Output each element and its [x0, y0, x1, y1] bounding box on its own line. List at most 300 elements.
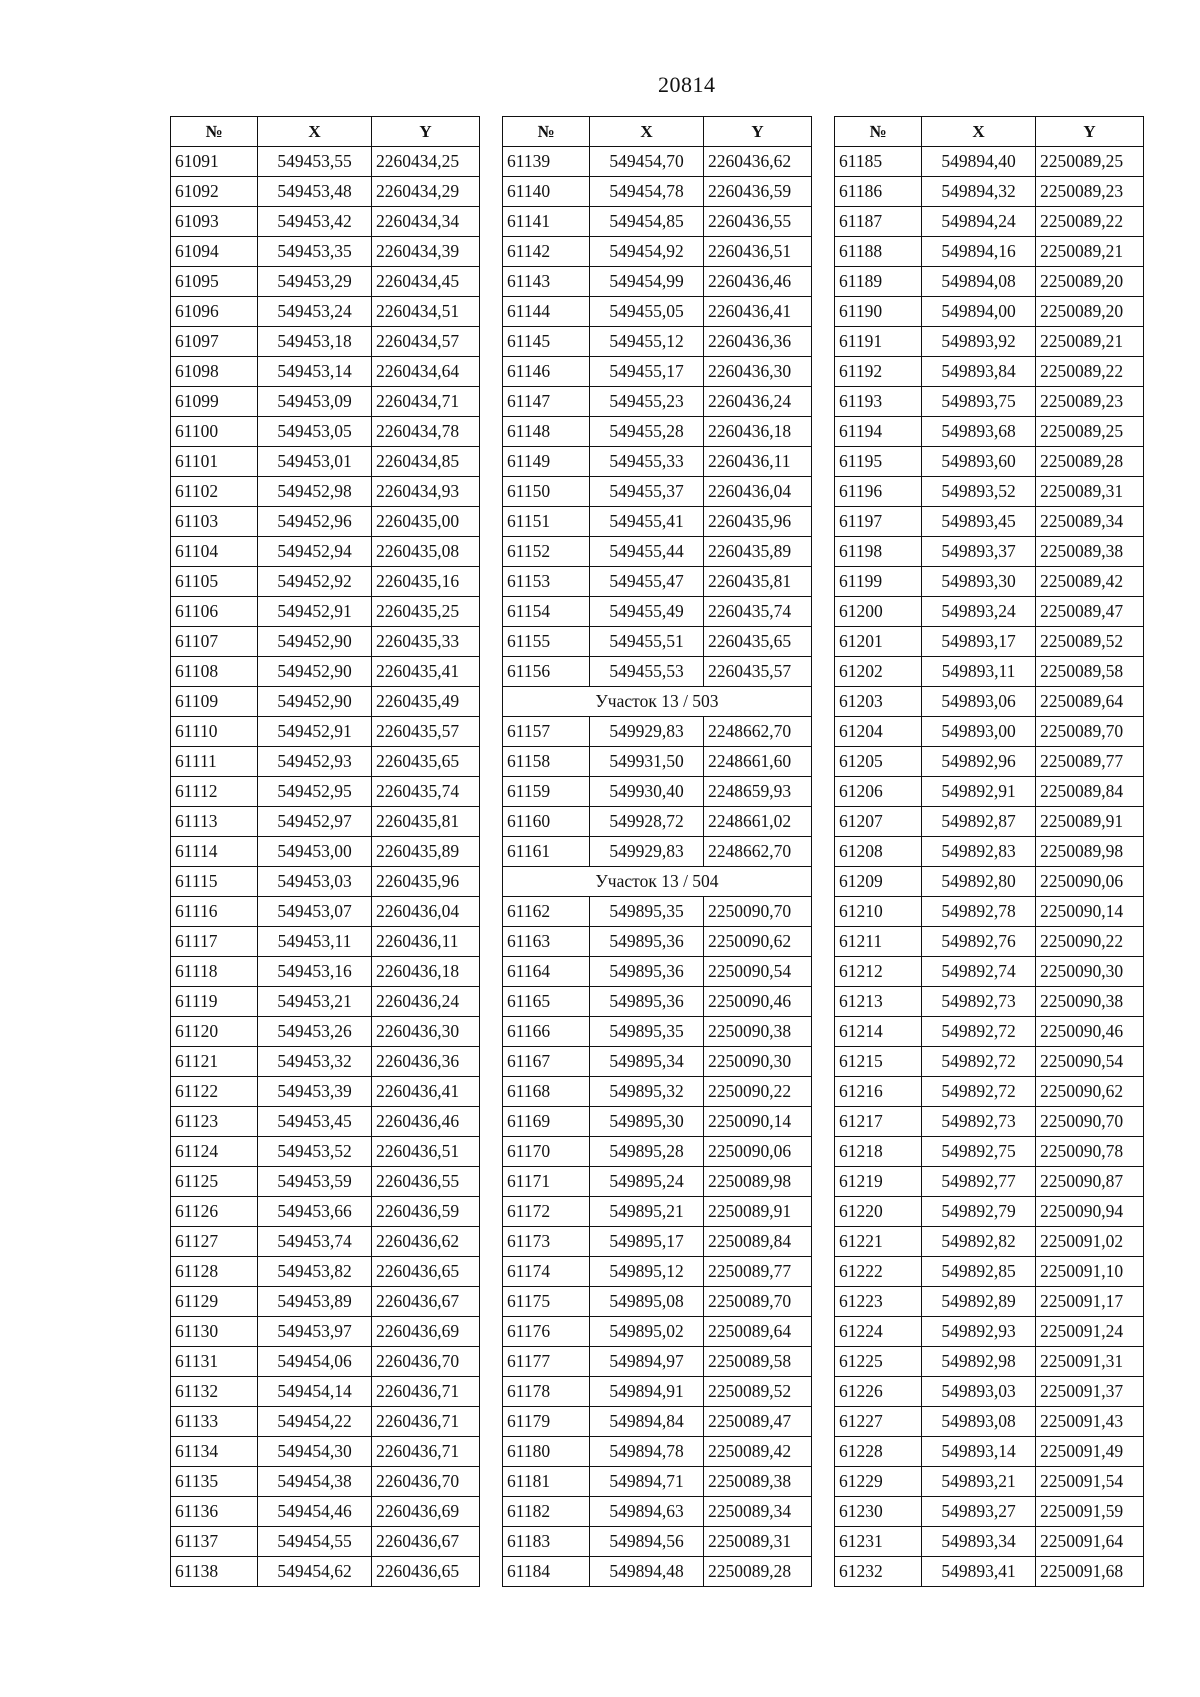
x-coordinate-cell: 549894,48	[590, 1557, 704, 1587]
table-row	[835, 1317, 1144, 1347]
table-row	[835, 357, 1144, 387]
table-row	[171, 1017, 480, 1047]
x-coordinate-cell: 549453,59	[258, 1167, 372, 1197]
x-coordinate-cell: 549893,24	[922, 597, 1036, 627]
point-number-cell: 61227	[835, 1407, 922, 1437]
y-coordinate-cell: 2250089,22	[1036, 207, 1144, 237]
y-coordinate-cell: 2260436,11	[704, 447, 812, 477]
y-coordinate-cell: 2260436,41	[704, 297, 812, 327]
x-coordinate-cell: 549455,49	[590, 597, 704, 627]
y-coordinate-cell: 2260434,78	[372, 417, 480, 447]
x-coordinate-cell: 549895,21	[590, 1197, 704, 1227]
point-number-cell: 61137	[171, 1527, 258, 1557]
point-number-cell: 61138	[171, 1557, 258, 1587]
y-coordinate-cell: 2250089,52	[704, 1377, 812, 1407]
x-coordinate-cell: 549894,24	[922, 207, 1036, 237]
point-number-cell: 61126	[171, 1197, 258, 1227]
point-number-cell: 61092	[171, 177, 258, 207]
point-number-cell: 61119	[171, 987, 258, 1017]
table-row	[835, 687, 1144, 717]
x-coordinate-cell: 549895,32	[590, 1077, 704, 1107]
point-number-cell: 61131	[171, 1347, 258, 1377]
section-title: Участок 13 / 503	[503, 687, 812, 717]
point-number-cell: 61191	[835, 327, 922, 357]
table-header-row	[835, 117, 1144, 147]
x-coordinate-cell: 549453,11	[258, 927, 372, 957]
point-number-cell: 61215	[835, 1047, 922, 1077]
table-row	[503, 1347, 812, 1377]
y-coordinate-cell: 2260436,30	[372, 1017, 480, 1047]
y-coordinate-cell: 2250090,38	[1036, 987, 1144, 1017]
y-coordinate-cell: 2250089,20	[1036, 267, 1144, 297]
table-row	[835, 1497, 1144, 1527]
y-coordinate-cell: 2260435,96	[704, 507, 812, 537]
point-number-cell: 61155	[503, 627, 590, 657]
y-coordinate-cell: 2260436,04	[704, 477, 812, 507]
y-coordinate-cell: 2248659,93	[704, 777, 812, 807]
point-number-cell: 61174	[503, 1257, 590, 1287]
table-row	[835, 1107, 1144, 1137]
table-row	[171, 477, 480, 507]
y-coordinate-cell: 2260436,51	[372, 1137, 480, 1167]
y-coordinate-cell: 2250091,64	[1036, 1527, 1144, 1557]
x-coordinate-cell: 549454,70	[590, 147, 704, 177]
y-coordinate-cell: 2250090,70	[704, 897, 812, 927]
point-number-cell: 61166	[503, 1017, 590, 1047]
y-coordinate-cell: 2250089,52	[1036, 627, 1144, 657]
y-coordinate-cell: 2250090,78	[1036, 1137, 1144, 1167]
point-number-cell: 61149	[503, 447, 590, 477]
point-number-cell: 61105	[171, 567, 258, 597]
header-y: Y	[1036, 117, 1144, 147]
x-coordinate-cell: 549453,09	[258, 387, 372, 417]
y-coordinate-cell: 2260436,69	[372, 1317, 480, 1347]
point-number-cell: 61163	[503, 927, 590, 957]
y-coordinate-cell: 2260436,46	[372, 1107, 480, 1137]
y-coordinate-cell: 2260436,70	[372, 1347, 480, 1377]
table-row	[835, 777, 1144, 807]
table-row	[835, 1377, 1144, 1407]
point-number-cell: 61117	[171, 927, 258, 957]
x-coordinate-cell: 549893,06	[922, 687, 1036, 717]
y-coordinate-cell: 2250089,31	[1036, 477, 1144, 507]
x-coordinate-cell: 549930,40	[590, 777, 704, 807]
table-row	[835, 1077, 1144, 1107]
section-row	[503, 687, 812, 717]
point-number-cell: 61165	[503, 987, 590, 1017]
point-number-cell: 61185	[835, 147, 922, 177]
x-coordinate-cell: 549892,74	[922, 957, 1036, 987]
y-coordinate-cell: 2260435,33	[372, 627, 480, 657]
table-row	[835, 987, 1144, 1017]
y-coordinate-cell: 2250089,42	[704, 1437, 812, 1467]
y-coordinate-cell: 2250090,62	[1036, 1077, 1144, 1107]
y-coordinate-cell: 2250091,54	[1036, 1467, 1144, 1497]
y-coordinate-cell: 2250089,84	[1036, 777, 1144, 807]
y-coordinate-cell: 2260435,81	[372, 807, 480, 837]
table-row	[171, 237, 480, 267]
table-row	[503, 1467, 812, 1497]
y-coordinate-cell: 2260436,59	[704, 177, 812, 207]
table-row	[503, 1437, 812, 1467]
point-number-cell: 61210	[835, 897, 922, 927]
table-row	[171, 1107, 480, 1137]
y-coordinate-cell: 2250090,06	[704, 1137, 812, 1167]
table-row	[835, 567, 1144, 597]
x-coordinate-cell: 549453,18	[258, 327, 372, 357]
x-coordinate-cell: 549893,08	[922, 1407, 1036, 1437]
y-coordinate-cell: 2260436,71	[372, 1377, 480, 1407]
point-number-cell: 61177	[503, 1347, 590, 1377]
x-coordinate-cell: 549455,37	[590, 477, 704, 507]
y-coordinate-cell: 2260435,00	[372, 507, 480, 537]
y-coordinate-cell: 2250090,22	[704, 1077, 812, 1107]
table-row	[835, 237, 1144, 267]
x-coordinate-cell: 549453,48	[258, 177, 372, 207]
point-number-cell: 61222	[835, 1257, 922, 1287]
table-row	[171, 387, 480, 417]
table-row	[171, 1227, 480, 1257]
table-row	[171, 177, 480, 207]
y-coordinate-cell: 2250089,38	[1036, 537, 1144, 567]
x-coordinate-cell: 549893,11	[922, 657, 1036, 687]
x-coordinate-cell: 549454,14	[258, 1377, 372, 1407]
table-row	[171, 507, 480, 537]
point-number-cell: 61225	[835, 1347, 922, 1377]
x-coordinate-cell: 549893,68	[922, 417, 1036, 447]
x-coordinate-cell: 549893,52	[922, 477, 1036, 507]
x-coordinate-cell: 549895,08	[590, 1287, 704, 1317]
x-coordinate-cell: 549894,97	[590, 1347, 704, 1377]
x-coordinate-cell: 549454,38	[258, 1467, 372, 1497]
y-coordinate-cell: 2260436,30	[704, 357, 812, 387]
x-coordinate-cell: 549455,53	[590, 657, 704, 687]
table-row	[503, 177, 812, 207]
table-row	[835, 417, 1144, 447]
point-number-cell: 61203	[835, 687, 922, 717]
x-coordinate-cell: 549894,84	[590, 1407, 704, 1437]
point-number-cell: 61118	[171, 957, 258, 987]
x-coordinate-cell: 549452,93	[258, 747, 372, 777]
y-coordinate-cell: 2260435,89	[372, 837, 480, 867]
x-coordinate-cell: 549892,73	[922, 987, 1036, 1017]
y-coordinate-cell: 2250090,87	[1036, 1167, 1144, 1197]
y-coordinate-cell: 2250089,42	[1036, 567, 1144, 597]
point-number-cell: 61152	[503, 537, 590, 567]
y-coordinate-cell: 2260435,96	[372, 867, 480, 897]
x-coordinate-cell: 549895,24	[590, 1167, 704, 1197]
section-row	[503, 867, 812, 897]
table-row	[503, 387, 812, 417]
x-coordinate-cell: 549893,41	[922, 1557, 1036, 1587]
point-number-cell: 61194	[835, 417, 922, 447]
point-number-cell: 61162	[503, 897, 590, 927]
table-row	[835, 1227, 1144, 1257]
point-number-cell: 61103	[171, 507, 258, 537]
x-coordinate-cell: 549453,01	[258, 447, 372, 477]
table-row	[835, 1197, 1144, 1227]
x-coordinate-cell: 549455,33	[590, 447, 704, 477]
y-coordinate-cell: 2250089,91	[704, 1197, 812, 1227]
table-row	[835, 657, 1144, 687]
header-x: X	[258, 117, 372, 147]
y-coordinate-cell: 2250090,62	[704, 927, 812, 957]
table-row	[503, 147, 812, 177]
x-coordinate-cell: 549895,17	[590, 1227, 704, 1257]
table-header-row	[171, 117, 480, 147]
y-coordinate-cell: 2260436,65	[372, 1557, 480, 1587]
y-coordinate-cell: 2260436,65	[372, 1257, 480, 1287]
y-coordinate-cell: 2260436,67	[372, 1287, 480, 1317]
x-coordinate-cell: 549894,91	[590, 1377, 704, 1407]
x-coordinate-cell: 549895,12	[590, 1257, 704, 1287]
y-coordinate-cell: 2260434,34	[372, 207, 480, 237]
x-coordinate-cell: 549453,00	[258, 837, 372, 867]
point-number-cell: 61145	[503, 327, 590, 357]
point-number-cell: 61176	[503, 1317, 590, 1347]
point-number-cell: 61142	[503, 237, 590, 267]
point-number-cell: 61106	[171, 597, 258, 627]
table-row	[835, 147, 1144, 177]
point-number-cell: 61214	[835, 1017, 922, 1047]
x-coordinate-cell: 549454,06	[258, 1347, 372, 1377]
x-coordinate-cell: 549893,30	[922, 567, 1036, 597]
y-coordinate-cell: 2260436,69	[372, 1497, 480, 1527]
point-number-cell: 61212	[835, 957, 922, 987]
point-number-cell: 61094	[171, 237, 258, 267]
point-number-cell: 61219	[835, 1167, 922, 1197]
point-number-cell: 61184	[503, 1557, 590, 1587]
x-coordinate-cell: 549894,00	[922, 297, 1036, 327]
y-coordinate-cell: 2250090,30	[1036, 957, 1144, 987]
point-number-cell: 61125	[171, 1167, 258, 1197]
point-number-cell: 61190	[835, 297, 922, 327]
y-coordinate-cell: 2260434,51	[372, 297, 480, 327]
point-number-cell: 61104	[171, 537, 258, 567]
point-number-cell: 61157	[503, 717, 590, 747]
x-coordinate-cell: 549894,71	[590, 1467, 704, 1497]
point-number-cell: 61115	[171, 867, 258, 897]
point-number-cell: 61182	[503, 1497, 590, 1527]
y-coordinate-cell: 2250090,46	[1036, 1017, 1144, 1047]
table-row	[171, 837, 480, 867]
x-coordinate-cell: 549453,21	[258, 987, 372, 1017]
x-coordinate-cell: 549895,28	[590, 1137, 704, 1167]
coordinates-table-2	[502, 116, 812, 1587]
x-coordinate-cell: 549455,51	[590, 627, 704, 657]
x-coordinate-cell: 549892,96	[922, 747, 1036, 777]
y-coordinate-cell: 2248662,70	[704, 837, 812, 867]
header-y: Y	[704, 117, 812, 147]
x-coordinate-cell: 549892,91	[922, 777, 1036, 807]
table-row	[171, 957, 480, 987]
point-number-cell: 61124	[171, 1137, 258, 1167]
x-coordinate-cell: 549453,24	[258, 297, 372, 327]
x-coordinate-cell: 549454,99	[590, 267, 704, 297]
x-coordinate-cell: 549893,00	[922, 717, 1036, 747]
y-coordinate-cell: 2260435,74	[372, 777, 480, 807]
y-coordinate-cell: 2260436,04	[372, 897, 480, 927]
header-y: Y	[372, 117, 480, 147]
y-coordinate-cell: 2250089,47	[1036, 597, 1144, 627]
point-number-cell: 61226	[835, 1377, 922, 1407]
y-coordinate-cell: 2250091,49	[1036, 1437, 1144, 1467]
y-coordinate-cell: 2250090,38	[704, 1017, 812, 1047]
point-number-cell: 61112	[171, 777, 258, 807]
y-coordinate-cell: 2260436,11	[372, 927, 480, 957]
point-number-cell: 61193	[835, 387, 922, 417]
x-coordinate-cell: 549452,98	[258, 477, 372, 507]
x-coordinate-cell: 549454,92	[590, 237, 704, 267]
table-row	[171, 1467, 480, 1497]
point-number-cell: 61107	[171, 627, 258, 657]
table-row	[503, 297, 812, 327]
table-row	[835, 177, 1144, 207]
x-coordinate-cell: 549931,50	[590, 747, 704, 777]
table-row	[171, 447, 480, 477]
y-coordinate-cell: 2250089,47	[704, 1407, 812, 1437]
point-number-cell: 61206	[835, 777, 922, 807]
point-number-cell: 61169	[503, 1107, 590, 1137]
point-number-cell: 61187	[835, 207, 922, 237]
y-coordinate-cell: 2260436,51	[704, 237, 812, 267]
x-coordinate-cell: 549455,17	[590, 357, 704, 387]
coordinates-table-1	[170, 116, 480, 1587]
y-coordinate-cell: 2260436,24	[704, 387, 812, 417]
x-coordinate-cell: 549893,27	[922, 1497, 1036, 1527]
header-x: X	[922, 117, 1036, 147]
y-coordinate-cell: 2250089,98	[1036, 837, 1144, 867]
y-coordinate-cell: 2250089,25	[1036, 147, 1144, 177]
x-coordinate-cell: 549453,52	[258, 1137, 372, 1167]
table-row	[171, 1047, 480, 1077]
point-number-cell: 61134	[171, 1437, 258, 1467]
table-row	[835, 1407, 1144, 1437]
point-number-cell: 61170	[503, 1137, 590, 1167]
table-row	[835, 957, 1144, 987]
point-number-cell: 61216	[835, 1077, 922, 1107]
y-coordinate-cell: 2250089,23	[1036, 177, 1144, 207]
x-coordinate-cell: 549893,34	[922, 1527, 1036, 1557]
table-row	[503, 1077, 812, 1107]
point-number-cell: 61211	[835, 927, 922, 957]
table-row	[503, 1017, 812, 1047]
y-coordinate-cell: 2260434,25	[372, 147, 480, 177]
table-row	[171, 327, 480, 357]
table-row	[503, 1407, 812, 1437]
y-coordinate-cell: 2248661,02	[704, 807, 812, 837]
point-number-cell: 61120	[171, 1017, 258, 1047]
y-coordinate-cell: 2250091,24	[1036, 1317, 1144, 1347]
y-coordinate-cell: 2250089,58	[1036, 657, 1144, 687]
x-coordinate-cell: 549894,78	[590, 1437, 704, 1467]
point-number-cell: 61139	[503, 147, 590, 177]
table-row	[503, 267, 812, 297]
point-number-cell: 61156	[503, 657, 590, 687]
table-row	[171, 567, 480, 597]
table-row	[171, 1347, 480, 1377]
table-row	[171, 1167, 480, 1197]
y-coordinate-cell: 2250089,58	[704, 1347, 812, 1377]
x-coordinate-cell: 549893,60	[922, 447, 1036, 477]
point-number-cell: 61201	[835, 627, 922, 657]
y-coordinate-cell: 2260434,39	[372, 237, 480, 267]
point-number-cell: 61218	[835, 1137, 922, 1167]
table-row	[171, 1197, 480, 1227]
point-number-cell: 61114	[171, 837, 258, 867]
y-coordinate-cell: 2260436,46	[704, 267, 812, 297]
point-number-cell: 61171	[503, 1167, 590, 1197]
x-coordinate-cell: 549893,45	[922, 507, 1036, 537]
y-coordinate-cell: 2260436,36	[704, 327, 812, 357]
y-coordinate-cell: 2250089,34	[1036, 507, 1144, 537]
header-number: №	[835, 117, 922, 147]
y-coordinate-cell: 2260435,65	[704, 627, 812, 657]
point-number-cell: 61153	[503, 567, 590, 597]
point-number-cell: 61179	[503, 1407, 590, 1437]
point-number-cell: 61175	[503, 1287, 590, 1317]
table-row	[171, 1557, 480, 1587]
x-coordinate-cell: 549452,97	[258, 807, 372, 837]
point-number-cell: 61195	[835, 447, 922, 477]
point-number-cell: 61095	[171, 267, 258, 297]
y-coordinate-cell: 2260434,85	[372, 447, 480, 477]
point-number-cell: 61228	[835, 1437, 922, 1467]
x-coordinate-cell: 549452,90	[258, 657, 372, 687]
point-number-cell: 61132	[171, 1377, 258, 1407]
x-coordinate-cell: 549453,32	[258, 1047, 372, 1077]
x-coordinate-cell: 549453,39	[258, 1077, 372, 1107]
table-row	[835, 1017, 1144, 1047]
point-number-cell: 61209	[835, 867, 922, 897]
y-coordinate-cell: 2250090,70	[1036, 1107, 1144, 1137]
x-coordinate-cell: 549892,82	[922, 1227, 1036, 1257]
point-number-cell: 61096	[171, 297, 258, 327]
table-row	[835, 387, 1144, 417]
table-row	[171, 1077, 480, 1107]
x-coordinate-cell: 549453,35	[258, 237, 372, 267]
y-coordinate-cell: 2250090,06	[1036, 867, 1144, 897]
table-row	[171, 267, 480, 297]
x-coordinate-cell: 549452,91	[258, 717, 372, 747]
point-number-cell: 61093	[171, 207, 258, 237]
x-coordinate-cell: 549892,78	[922, 897, 1036, 927]
table-row	[503, 1167, 812, 1197]
table-row	[171, 717, 480, 747]
y-coordinate-cell: 2250091,59	[1036, 1497, 1144, 1527]
point-number-cell: 61198	[835, 537, 922, 567]
y-coordinate-cell: 2260435,41	[372, 657, 480, 687]
table-row	[503, 1047, 812, 1077]
y-coordinate-cell: 2250090,94	[1036, 1197, 1144, 1227]
table-row	[171, 207, 480, 237]
y-coordinate-cell: 2260436,18	[704, 417, 812, 447]
y-coordinate-cell: 2260436,71	[372, 1437, 480, 1467]
y-coordinate-cell: 2260434,93	[372, 477, 480, 507]
table-row	[835, 717, 1144, 747]
table-row	[171, 987, 480, 1017]
header-number: №	[171, 117, 258, 147]
point-number-cell: 61183	[503, 1527, 590, 1557]
table-row	[503, 1107, 812, 1137]
point-number-cell: 61122	[171, 1077, 258, 1107]
table-row	[503, 1527, 812, 1557]
x-coordinate-cell: 549454,78	[590, 177, 704, 207]
table-row	[171, 1137, 480, 1167]
x-coordinate-cell: 549892,77	[922, 1167, 1036, 1197]
x-coordinate-cell: 549894,32	[922, 177, 1036, 207]
x-coordinate-cell: 549892,72	[922, 1077, 1036, 1107]
